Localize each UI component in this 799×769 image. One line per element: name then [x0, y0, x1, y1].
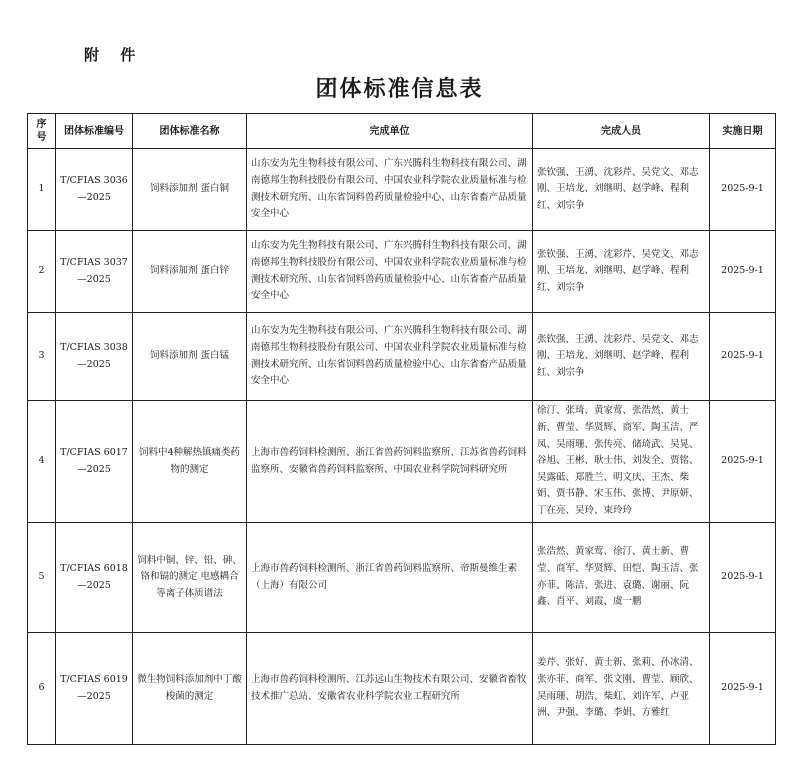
table-row — [28, 313, 776, 401]
row-code: T/CFIAS 3036—2025 — [56, 149, 133, 231]
row-date: 2025-9-1 — [710, 149, 776, 231]
col-header-people: 完成人员 — [533, 114, 710, 149]
row-units: 山东安为先生物科技有限公司、广东兴腾科生物科技有限公司、湖南德邦生物科技股份有限公司、中国农业科学院农业质量标准与检测技术研究所、山东省饲料兽药质量检验中心、山东省畜产品质量安全中心 — [247, 313, 533, 401]
row-name: 饲料添加剂 蛋白锌 — [133, 231, 247, 313]
row-date: 2025-9-1 — [710, 231, 776, 313]
row-people — [533, 633, 710, 745]
col-header-units: 完成单位 — [247, 114, 533, 149]
row-units: 上海市兽药饲料检测所、浙江省兽药饲料监察所、江苏省兽药饲料监察所、安徽省兽药饲料监察所、中国农业科学院饲料研究所 — [247, 401, 533, 523]
col-header-name: 团体标准名称 — [133, 114, 247, 149]
row-people — [533, 231, 710, 313]
row-no: 2 — [28, 231, 56, 313]
row-people-text: 张钦强、王湧、沈彩芹、吴党文、邓志刚、王培龙、刘继明、赵学峰、程利红、刘宗争 — [537, 166, 699, 211]
row-code: T/CFIAS 3038—2025 — [56, 313, 133, 401]
row-people-text: 徐汀、张琦、黄家莺、张浩然、黄士新、曹莹、华贤辉、商军、陶玉洁、严凤、吴雨珊、张传亮、储琦武、吴晃、谷旭、王彬、耿士伟、刘发全、贾铭、吴露砥、郑胜兰、明文庆、王杰、柴娟、贾书静、宋玉伟、张博、尹原妍、丁在亮、吴玲、束玲玲 — [537, 405, 699, 517]
row-units: 上海市兽药饲料检测所、浙江省兽药饲料监察所、帝斯曼维生素（上海）有限公司 — [247, 523, 533, 633]
row-people-text: 姜芹、张好、黄士新、张莉、孙冰清、张亦菲、商军、张文刚、曹莹、顾欣、吴雨珊、胡浩、柴虹、刘许军、卢亚洲、尹强、李璐、李娟、方雅红 — [537, 657, 699, 719]
row-no: 5 — [28, 523, 56, 633]
row-people-text: 张浩然、黄家莺、徐汀、黄士新、曹莹、商军、华贤辉、田恺、陶玉洁、张亦菲、陈洁、张进、袁璐、谢丽、阮鑫、肖平、刘霞、虞一鹏 — [537, 546, 699, 608]
col-header-date: 实施日期 — [710, 114, 776, 149]
row-name: 饲料添加剂 蛋白锰 — [133, 313, 247, 401]
row-name: 饲料中4种解热镇痛类药物的测定 — [133, 401, 247, 523]
row-no: 6 — [28, 633, 56, 745]
table-row — [28, 523, 776, 633]
row-code: T/CFIAS 6017—2025 — [56, 401, 133, 523]
standards-table — [27, 113, 776, 745]
row-name: 微生物饲料添加剂中丁酸梭菌的测定 — [133, 633, 247, 745]
row-name: 饲料中铜、锌、铅、砷、铬和镉的测定 电感耦合等离子体质谱法 — [133, 523, 247, 633]
row-code: T/CFIAS 6019—2025 — [56, 633, 133, 745]
row-no: 4 — [28, 401, 56, 523]
row-people-text: 张钦强、王湧、沈彩芹、吴党文、邓志刚、王培龙、刘继明、赵学峰、程利红、刘宗争 — [537, 333, 699, 378]
row-date: 2025-9-1 — [710, 401, 776, 523]
table-row — [28, 401, 776, 523]
row-people — [533, 149, 710, 231]
row-people — [533, 523, 710, 633]
row-people — [533, 401, 710, 523]
table-row — [28, 231, 776, 313]
row-date: 2025-9-1 — [710, 523, 776, 633]
row-code: T/CFIAS 6018—2025 — [56, 523, 133, 633]
col-header-no: 序号 — [28, 114, 56, 149]
row-units: 上海市兽药饲料检测所、江苏远山生物技术有限公司、安徽省畜牧技术推广总站、安徽省农业科学院农业工程研究所 — [247, 633, 533, 745]
row-no: 1 — [28, 149, 56, 231]
row-people — [533, 313, 710, 401]
table-header-row — [28, 114, 776, 149]
row-people-text: 张钦强、王湧、沈彩芹、吴党文、邓志刚、王培龙、刘继明、赵学峰、程利红、刘宗争 — [537, 248, 699, 293]
row-no: 3 — [28, 313, 56, 401]
row-units: 山东安为先生物科技有限公司、广东兴腾科生物科技有限公司、湖南德邦生物科技股份有限公司、中国农业科学院农业质量标准与检测技术研究所、山东省饲料兽药质量检验中心、山东省畜产品质量安全中心 — [247, 231, 533, 313]
col-header-code: 团体标准编号 — [56, 114, 133, 149]
row-code: T/CFIAS 3037—2025 — [56, 231, 133, 313]
row-units: 山东安为先生物科技有限公司、广东兴腾科生物科技有限公司、湖南德邦生物科技股份有限公司、中国农业科学院农业质量标准与检测技术研究所、山东省饲料兽药质量检验中心、山东省畜产品质量安全中心 — [247, 149, 533, 231]
attachment-label: 附 件 — [84, 46, 144, 64]
table-row — [28, 149, 776, 231]
page-title: 团体标准信息表 — [315, 77, 484, 102]
table-row — [28, 633, 776, 745]
row-date: 2025-9-1 — [710, 313, 776, 401]
row-name: 饲料添加剂 蛋白铜 — [133, 149, 247, 231]
row-date: 2025-9-1 — [710, 633, 776, 745]
